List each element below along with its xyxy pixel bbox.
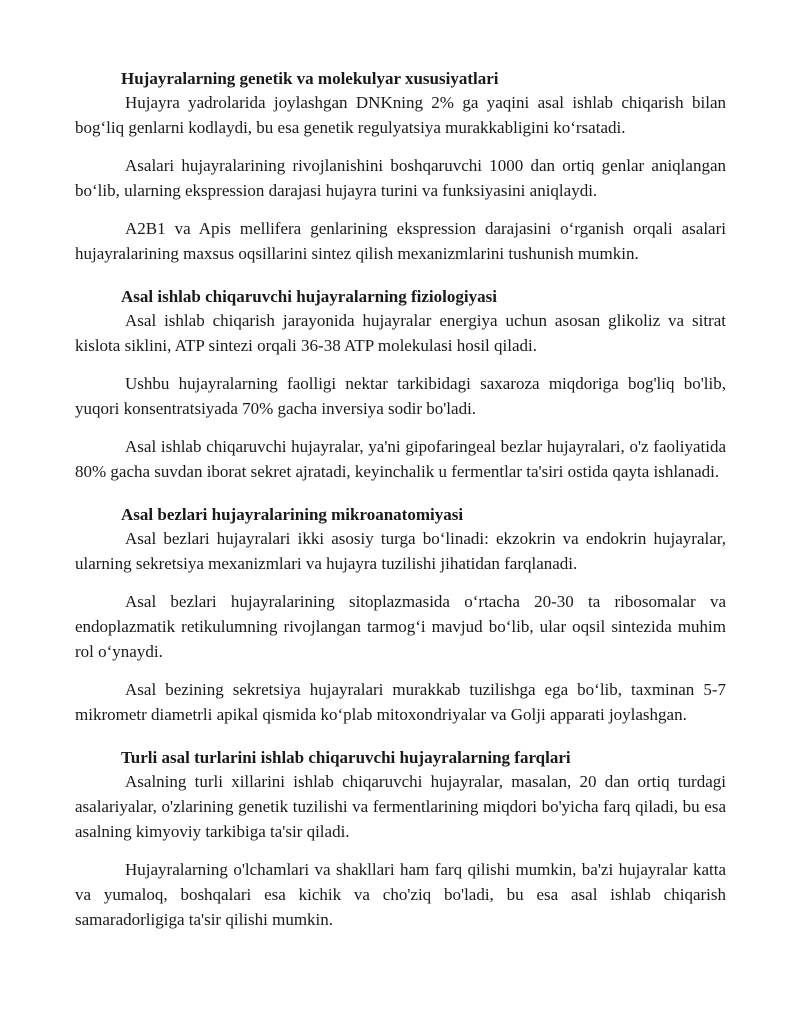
paragraph: Asalning turli xillarini ishlab chiqaruvchi hujayralar, masalan, 20 dan ortiq turdagi asalariyalar, o'zlarining genetik tuzilishi va fermentlarining miqdori bo'yicha farq qiladi, bu esa asalning kimyoviy tarkibiga ta'sir qiladi. bbox=[75, 772, 726, 841]
section-heading: Asal ishlab chiqaruvchi hujayralarning fiziologiyasi bbox=[121, 287, 497, 306]
paragraph: Asalari hujayralarining rivojlanishini boshqaruvchi 1000 dan ortiq genlar aniqlangan bo‘lib, ularning ekspression darajasi hujayra turini va funksiyasini aniqlaydi. bbox=[75, 156, 726, 200]
paragraph: A2B1 va Apis mellifera genlarining ekspression darajasini o‘rganish orqali asalari hujayralarining maxsus oqsillarini sintez qilish mexanizmlarini tushunish mumkin. bbox=[75, 219, 726, 263]
paragraph: Asal bezining sekretsiya hujayralari murakkab tuzilishga ega bo‘lib, taxminan 5-7 mikrometr diametrli apikal qismida ko‘plab mitoxondriyalar va Golji apparati joylashgan. bbox=[75, 680, 726, 724]
section-heading: Turli asal turlarini ishlab chiqaruvchi hujayralarning farqlari bbox=[121, 748, 571, 767]
paragraph: Ushbu hujayralarning faolligi nektar tarkibidagi saxaroza miqdoriga bog'liq bo'lib, yuqori konsentratsiyada 70% gacha inversiya sodir bo'ladi. bbox=[75, 374, 726, 418]
paragraph: Asal bezlari hujayralari ikki asosiy turga bo‘linadi: ekzokrin va endokrin hujayralar, ularning sekretsiya mexanizmlari va hujayra tuzilishi jihatidan farqlanadi. bbox=[75, 529, 726, 573]
section-physiology bbox=[75, 286, 726, 484]
section-heading: Hujayralarning genetik va molekulyar xususiyatlari bbox=[121, 69, 499, 88]
section-differences bbox=[75, 747, 726, 932]
section-genetic bbox=[75, 68, 726, 266]
section-microanatomy bbox=[75, 504, 726, 727]
paragraph: Asal bezlari hujayralarining sitoplazmasida o‘rtacha 20-30 ta ribosomalar va endoplazmatik retikulumning rivojlangan tarmog‘i mavjud bo‘lib, ular oqsil sintezida muhim rol o‘ynaydi. bbox=[75, 592, 726, 661]
paragraph: Hujayra yadrolarida joylashgan DNKning 2% ga yaqini asal ishlab chiqarish bilan bog‘liq genlarni kodlaydi, bu esa genetik regulyatsiya murakkabligini ko‘rsatadi. bbox=[75, 93, 726, 137]
paragraph: Asal ishlab chiqaruvchi hujayralar, ya'ni gipofaringeal bezlar hujayralari, o'z faoliyatida 80% gacha suvdan iborat sekret ajratadi, keyinchalik u fermentlar ta'siri ostida qayta ishlanadi. bbox=[75, 437, 726, 481]
section-heading: Asal bezlari hujayralarining mikroanatomiyasi bbox=[121, 505, 464, 524]
paragraph: Hujayralarning o'lchamlari va shakllari ham farq qilishi mumkin, ba'zi hujayralar katta va yumaloq, boshqalari esa kichik va cho'ziq bo'ladi, bu esa asal ishlab chiqarish samaradorligiga ta'sir qilishi mumkin. bbox=[75, 860, 726, 929]
document-page bbox=[75, 68, 726, 932]
paragraph: Asal ishlab chiqarish jarayonida hujayralar energiya uchun asosan glikoliz va sitrat kislota siklini, ATP sintezi orqali 36-38 ATP molekulasi hosil qiladi. bbox=[75, 311, 726, 355]
